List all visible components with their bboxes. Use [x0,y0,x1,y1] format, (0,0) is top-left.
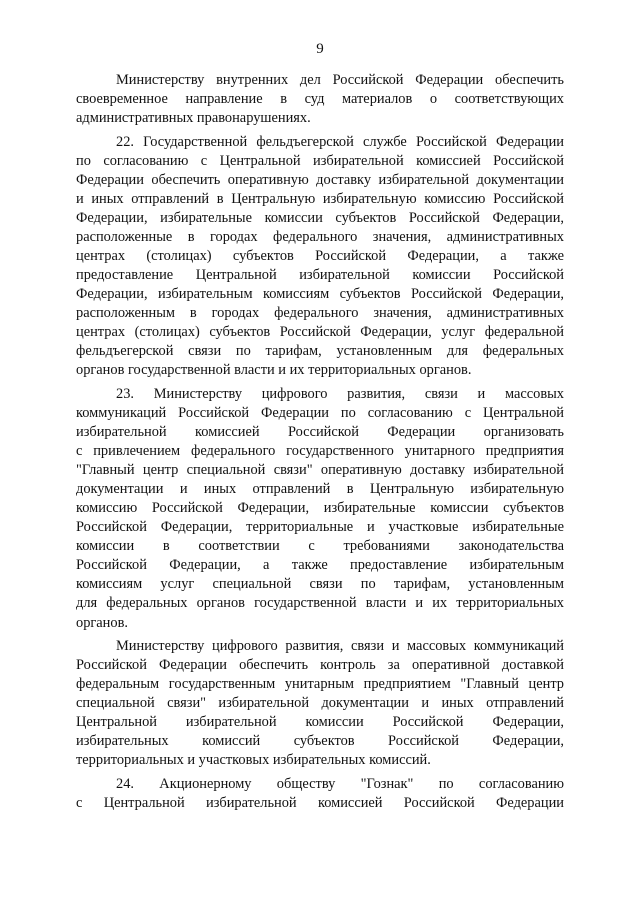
text-line: Министерству внутренних дел Российской Федерации обеспечить [116,72,564,88]
text-line: расположенные в городах федерального значения, административных [76,228,564,245]
text-line: расположенным в городах федерального значения, административных [76,305,564,322]
paragraph-22-courier-service [76,133,564,381]
text-line: центрах (столицах) субъектов Российской Федерации, а также [76,248,564,265]
document-body [76,71,564,818]
text-line: фельдъегерской связи по тарифам, установленным для федеральных [76,343,564,360]
text-line: специальной связи" избирательной документации и иных отправлений [76,695,564,712]
text-line: 23. Министерству цифрового развития, связи и массовых [116,385,564,402]
text-line: 22. Государственной фельдъегерской службе Российской Федерации [116,133,564,150]
text-line: территориальных и участковых избирательных комиссий. [76,752,431,769]
text-line: Федерации обеспечить оперативную доставку избирательной документации [76,171,564,188]
text-line: Центральной избирательной комиссии Российской Федерации, [76,714,564,731]
text-line: Российской Федерации, а также предоставление избирательным [76,557,564,574]
text-line: коммуникаций Российской Федерации по согласованию с Центральной [76,404,564,421]
paragraph-digital-ministry-control [76,637,564,770]
text-line: предоставление Центральной избирательной комиссии Российской [76,267,564,284]
text-line: комиссиям услуг специальной связи по тарифам, установленным [76,576,564,593]
text-line: избирательной комиссией Российской Федерации организовать [76,424,564,441]
text-line: комиссию Российской Федерации, избирательные комиссии субъектов [76,500,564,517]
text-line: по согласованию с Центральной избирательной комиссией Российской [76,152,564,169]
text-line: "Главный центр специальной связи" оперативную доставку избирательной [76,462,564,479]
text-line: Российской Федерации обеспечить контроль за оперативной доставкой [76,657,564,674]
text-line: федеральным государственным унитарным предприятием "Главный центр [76,676,564,693]
paragraph-23-digital-ministry [76,385,564,633]
paragraph-24-goznak [76,775,564,813]
text-line: и иных отправлений в Центральную избирательную комиссию Российской [76,190,564,207]
text-line: с Центральной избирательной комиссией Российской Федерации [76,795,564,812]
text-line: документации и иных отправлений в Центральную избирательную [76,481,564,498]
text-line: избирательных комиссий субъектов Российской Федерации, [76,733,564,750]
text-line: органов государственной власти и их территориальных органов. [76,362,472,379]
text-line: центрах (столицах) субъектов Российской Федерации, услуг федеральной [76,324,564,341]
text-line: своевременное направление в суд материалов о соответствующих [76,91,564,108]
text-line: для федеральных органов государственной власти и их территориальных [76,595,564,612]
paragraph-internal-affairs [76,71,564,128]
text-line: Российской Федерации, территориальные и участковые избирательные [76,519,564,536]
text-line: Федерации, избирательным комиссиям субъектов Российской Федерации, [76,286,564,303]
page-number: 9 [316,41,324,57]
text-line: органов. [76,614,128,631]
text-line: Федерации, избирательные комиссии субъектов Российской Федерации, [76,209,564,226]
text-line: Министерству цифрового развития, связи и массовых коммуникаций [116,638,564,655]
text-line: комиссии в соответствии с требованиями законодательства [76,538,564,555]
text-line: административных правонарушениях. [76,110,311,127]
text-line: 24. Акционерному обществу "Гознак" по согласованию [116,776,564,793]
text-line: с привлечением федерального государственного унитарного предприятия [76,443,564,460]
